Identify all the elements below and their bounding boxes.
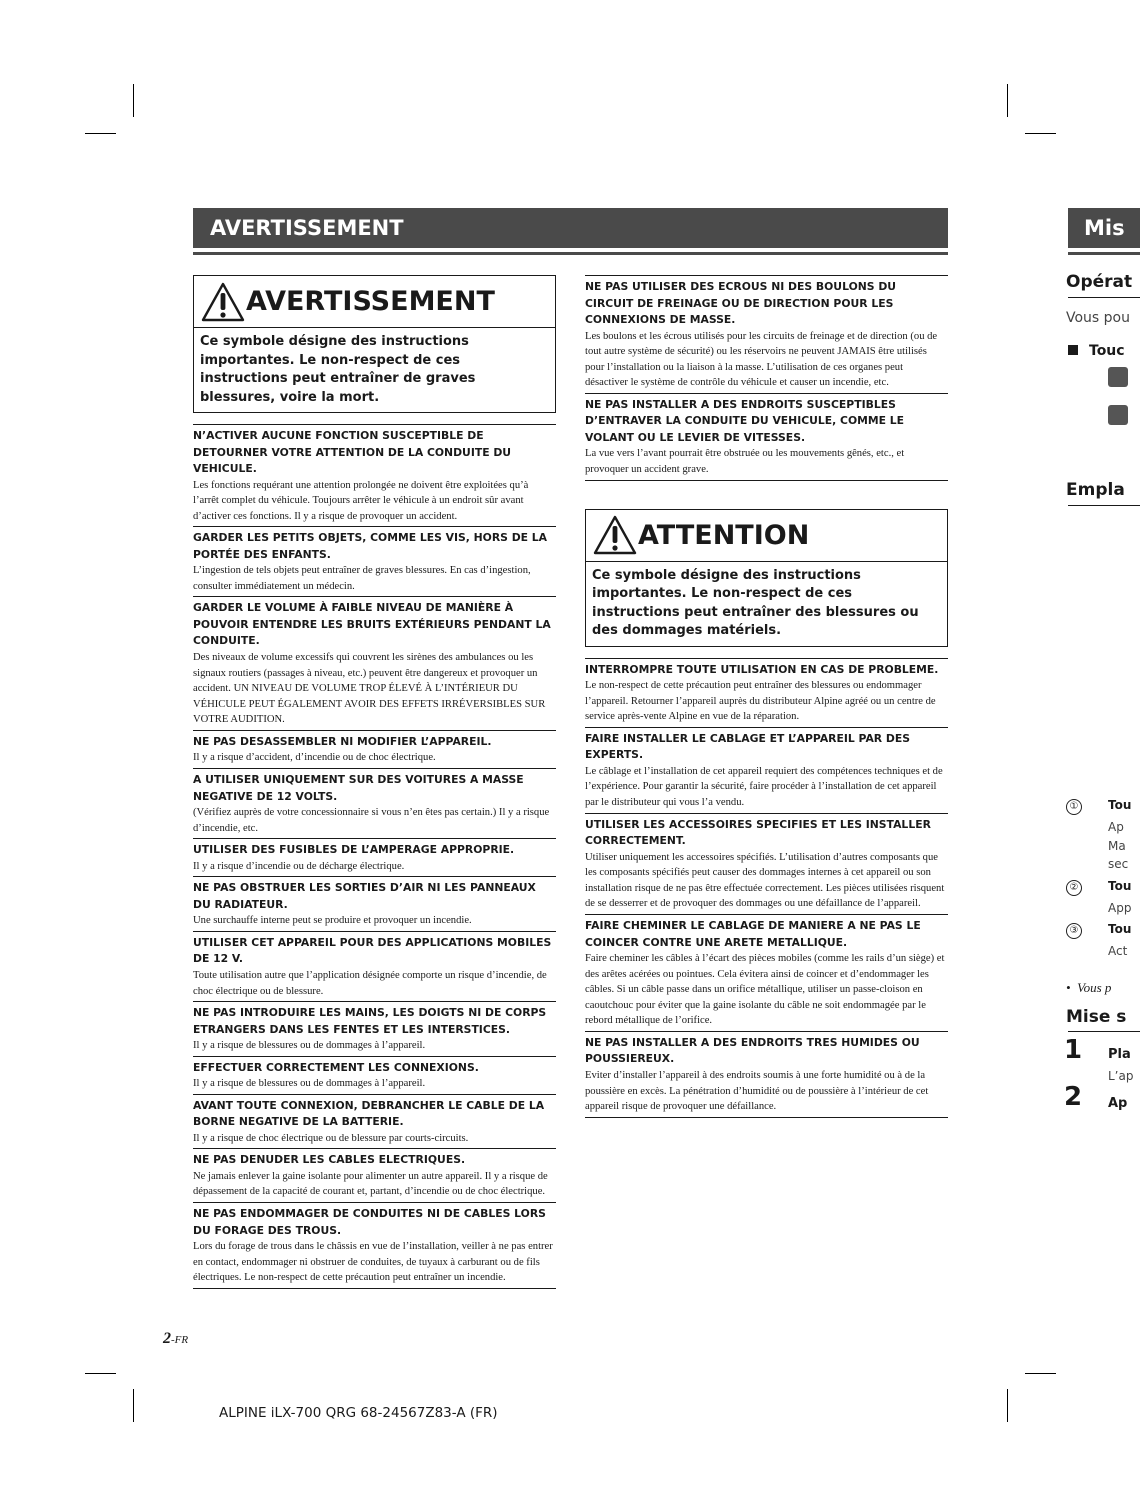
warning-item	[193, 1149, 556, 1203]
warning-item	[193, 1002, 556, 1057]
warning-item	[193, 1203, 556, 1289]
attention-item-heading: INTERROMPRE TOUTE UTILISATION EN CAS DE PROBLEME.	[585, 662, 939, 676]
attention-item	[585, 728, 948, 814]
warning-description: Ce symbole désigne des instructions importantes. Le non-respect de ces instructions peut entraîner de graves blessures, voire la mort.	[200, 334, 476, 405]
warning-item-heading: NE PAS OBSTRUER LES SORTIES D’AIR NI LES PANNEAUX DU RADIATEUR.	[193, 881, 536, 911]
warning-item-heading: NE PAS INTRODUIRE LES MAINS, LES DOIGTS NI DE CORPS ETRANGERS DANS LES FENTES ET LES INTERSTICES.	[193, 1006, 547, 1036]
warning-item-body: Il y a risque d’incendie ou de décharge électrique.	[193, 860, 405, 872]
crop-mark	[85, 133, 116, 134]
attention-item-heading: UTILISER LES ACCESSOIRES SPECIFIES ET LES INSTALLER CORRECTEMENT.	[585, 817, 931, 848]
warning-item-body: Une surchauffe interne peut se produire et provoquer un incendie.	[193, 915, 472, 927]
warning-item	[193, 769, 556, 839]
next-page-item-text: Act	[1108, 944, 1128, 958]
warning-item-heading: GARDER LE VOLUME À FAIBLE NIVEAU DE MANIÈRE À POUVOIR ENTENDRE LES BRUITS EXTÉRIEURS PENDANT LA CONDUITE.	[193, 601, 551, 648]
attention-item-body: Le non-respect de cette précaution peut entraîner des blessures ou endommager l’appareil. Retourner l’appareil auprès du distributeur Alpine agréé ou un centre de service après-vente Alpine en vue de la réparation.	[585, 680, 936, 723]
button-icon	[1108, 367, 1128, 387]
attention-box-title	[586, 510, 947, 562]
next-page-step-label: Pla	[1108, 1047, 1131, 1062]
warning-item	[585, 394, 948, 481]
warning-item-heading: UTILISER DES FUSIBLES DE L’AMPERAGE APPROPRIE.	[193, 843, 515, 857]
warning-item-body: Il y a risque de blessures ou de dommages à l’appareil.	[193, 1078, 426, 1090]
next-page-subheading: Empla	[1066, 480, 1125, 500]
warning-item-heading: AVANT TOUTE CONNEXION, DEBRANCHER LE CABLE DE LA BORNE NEGATIVE DE LA BATTERIE.	[193, 1098, 545, 1129]
warning-item	[193, 839, 556, 877]
attention-item	[585, 659, 948, 728]
next-page-item-label: Tou	[1108, 879, 1132, 893]
next-page-header: Mis	[1068, 208, 1140, 248]
warning-triangle-icon	[592, 514, 638, 556]
button-icon	[1108, 405, 1128, 425]
warning-item	[193, 1095, 556, 1150]
warning-item-heading: NE PAS ENDOMMAGER DE CONDUITES NI DE CABLES LORS DU FORAGE DES TROUS.	[193, 1207, 546, 1237]
warning-item	[193, 425, 556, 527]
warning-box-title	[194, 276, 555, 328]
next-page-subheading: Opérat	[1066, 272, 1133, 292]
warning-item-heading: GARDER LES PETITS OBJETS, COMME LES VIS, HORS DE LA PORTÉE DES ENFANTS.	[193, 531, 548, 561]
next-page-step-label: Ap	[1108, 1096, 1128, 1111]
attention-description: Ce symbole désigne des instructions importantes. Le non-respect de ces instructions peut entraîner des blessures ou des dommages matériels.	[592, 567, 919, 639]
number-3-icon: ③	[1066, 923, 1082, 939]
attention-item-heading: NE PAS INSTALLER A DES ENDROITS TRES HUMIDES OU POUSSIEREUX.	[585, 1035, 920, 1066]
right-column	[585, 275, 948, 1118]
attention-item-body: Le câblage et l’installation de cet appareil requiert des compétences techniques et de l’expérience. Pour garantir la sécurité, faire procéder à l’installation de cet appareil par le distributeur qui vous l’a vendu.	[585, 765, 943, 809]
crop-mark	[133, 84, 134, 117]
attention-item-body: Faire cheminer les câbles à l’écart des pièces mobiles (comme les rails d’un siège) et des arêtes acérées ou pointues. Cela évitera ainsi de coincer et d’endommager les câbles. Si un câble passe dans un orifice métallique, utiliser un passe-cloison en caoutchouc pour éviter que la gaine isolante du câble ne soit endommagée par le rebord métallique de l’orifice.	[585, 953, 945, 1027]
step-number: 1	[1064, 1035, 1083, 1065]
warning-item-heading: N’ACTIVER AUCUNE FONCTION SUSCEPTIBLE DE DETOURNER VOTRE ATTENTION DE LA CONDUITE DU VEHICULE.	[193, 429, 512, 475]
next-page-item-text: Ap	[1108, 820, 1124, 834]
warning-item	[193, 731, 556, 769]
crop-mark	[1007, 1389, 1008, 1422]
footer-text: ALPINE iLX-700 QRG 68-24567Z83-A (FR)	[219, 1405, 498, 1421]
page-number-value: 2	[163, 1330, 171, 1347]
page-number	[163, 1330, 188, 1348]
warning-item-body: Il y a risque d’accident, d’incendie ou de choc électrique.	[193, 752, 436, 764]
warning-box	[193, 275, 556, 413]
warning-title-text: AVERTISSEMENT	[246, 286, 495, 317]
next-page-item-label: Tou	[1108, 922, 1132, 936]
right-warning-list	[585, 275, 948, 481]
number-2-icon: ②	[1066, 880, 1082, 896]
warning-item-body: Les boulons et les écrous utilisés pour les circuits de freinage et de direction (ou de tout autre système de sécurité) ou les réservoirs ne peuvent JAMAIS être utilisés pour l’installation ou la liaison à la masse. L’utilisation de ces organes peut désactiver le système de contrôle du véhicule et causer un incendie, etc.	[585, 330, 938, 389]
warning-item-body: Les fonctions requérant une attention prolongée ne doivent être exploitées qu’à l’arrêt complet du véhicule. Toujours arrêter le véhicule à un endroit sûr avant d’activer ces fonctions. Il y a risque de provoquer un accident.	[193, 479, 529, 522]
left-warning-list	[193, 424, 556, 1289]
step-number: 2	[1064, 1082, 1083, 1112]
warning-item-body: Toute utilisation autre que l’application désignée comporte un risque d’incendie, de choc électrique ou de blessure.	[193, 969, 547, 997]
attention-box	[585, 509, 948, 647]
attention-item-body: Utiliser uniquement les accessoires spécifiés. L’utilisation d’autres composants que les composants spécifiés peut causer des dommages internes à cet appareil ou son installation risque de ne pas être effectuée correctement. Les pièces utilisées risquent de se desserrer et de provoquer des dommages ou une défaillance de l’appareil.	[585, 851, 945, 910]
crop-mark	[1025, 1373, 1056, 1374]
next-page-rule	[1068, 505, 1140, 506]
attention-item-body: Eviter d’installer l’appareil à des endroits soumis à une forte humidité ou à de la poussière en excès. La pénétration d’humidité ou de poussière à l’intérieur de cet appareil risque de provoquer une défaillance.	[585, 1069, 929, 1113]
warning-item	[193, 877, 556, 932]
attention-item-heading: FAIRE INSTALLER LE CABLAGE ET L’APPAREIL PAR DES EXPERTS.	[585, 731, 910, 762]
crop-mark	[1025, 133, 1056, 134]
warning-item-heading: A UTILISER UNIQUEMENT SUR DES VOITURES A MASSE NEGATIVE DE 12 VOLTS.	[193, 773, 524, 803]
warning-item-heading: NE PAS INSTALLER A DES ENDROITS SUSCEPTIBLES D’ENTRAVER LA CONDUITE DU VEHICULE, COMME LE VOLANT OU LE LEVIER DE VITESSES.	[585, 397, 905, 444]
crop-mark	[133, 1389, 134, 1422]
next-page-item-text: sec	[1108, 857, 1129, 871]
next-page-rule	[1068, 1031, 1140, 1032]
page-number-suffix: -FR	[171, 1334, 189, 1346]
next-page-rule	[1068, 297, 1140, 298]
crop-mark	[1007, 84, 1008, 117]
warning-triangle-icon	[200, 281, 246, 323]
next-page-item-text: Ma	[1108, 839, 1126, 853]
warning-item	[193, 597, 556, 730]
warning-item	[193, 527, 556, 597]
warning-item-body: La vue vers l’avant pourrait être obstruée ou les mouvements gênés, etc., et provoquer un accident grave.	[585, 448, 905, 475]
warning-item-heading: NE PAS DENUDER LES CABLES ELECTRIQUES.	[193, 1153, 466, 1167]
attention-list	[585, 658, 948, 1118]
next-page-note: • Vous p	[1066, 980, 1112, 995]
warning-item-body: Lors du forage de trous dans le châssis en vue de l’installation, veiller à ne pas entrer en contact, endommager ni obstruer de conduites, de tuyaux à carburant ou de fils électriques. Le non-respect de cette précaution peut entraîner un incendie.	[193, 1241, 553, 1284]
next-page-note-text: Vous p	[1077, 980, 1112, 995]
next-page-bullet: Touc	[1089, 343, 1125, 359]
square-bullet-icon	[1068, 345, 1078, 355]
warning-item-body: Il y a risque de blessures ou de dommages à l’appareil.	[193, 1040, 426, 1052]
attention-item	[585, 915, 948, 1032]
warning-item	[193, 1057, 556, 1095]
warning-item-body: (Vérifiez auprès de votre concessionnaire si vous n’en êtes pas certain.) Il y a risque d’incendie, etc.	[193, 807, 550, 834]
warning-item	[193, 932, 556, 1002]
warning-item-heading: NE PAS UTILISER DES ECROUS NI DES BOULONS DU CIRCUIT DE FREINAGE OU DE DIRECTION POUR LES CONNEXIONS DE MASSE.	[585, 280, 897, 326]
left-column	[193, 275, 556, 1289]
crop-mark	[85, 1373, 116, 1374]
attention-item	[585, 814, 948, 915]
number-1-icon: ①	[1066, 799, 1082, 815]
next-page-text: Vous pou	[1066, 310, 1130, 326]
attention-item-heading: FAIRE CHEMINER LE CABLAGE DE MANIERE A NE PAS LE COINCER CONTRE UNE ARETE METALLIQUE.	[585, 919, 921, 949]
warning-item-body: Il y a risque de choc électrique ou de blessure par courts-circuits.	[193, 1132, 469, 1144]
warning-item-heading: EFFECTUER CORRECTEMENT LES CONNEXIONS.	[193, 1060, 479, 1074]
warning-item-heading: NE PAS DESASSEMBLER NI MODIFIER L’APPAREIL.	[193, 734, 492, 748]
header-rule	[193, 252, 948, 255]
attention-title-text: ATTENTION	[638, 519, 810, 551]
warning-item	[585, 276, 948, 394]
next-page-header-rule	[1068, 252, 1140, 255]
next-page-item-text: App	[1108, 901, 1132, 915]
warning-item-body: Des niveaux de volume excessifs qui couvrent les sirènes des ambulances ou les signaux routiers (passages à niveau, etc.) peuvent être dangereux et provoquer un accident. UN NIVEAU DE VOLUME TROP ÉLEVÉ À L’INTÉRIEUR DU VÉHICULE PEUT ÉGALEMENT AVOIR DES EFFETS IRRÉVERSIBLES SUR VOTRE AUDITION.	[193, 651, 546, 726]
section-header: AVERTISSEMENT	[193, 208, 948, 248]
warning-item-body: Ne jamais enlever la gaine isolante pour alimenter un autre appareil. Il y a risque de dépassement de la capacité de courant et, partant, d’incendie ou de choc électrique.	[193, 1170, 548, 1198]
warning-item-heading: UTILISER CET APPAREIL POUR DES APPLICATIONS MOBILES DE 12 V.	[193, 935, 552, 966]
attention-item	[585, 1032, 948, 1118]
next-page-step-text: L’ap	[1108, 1069, 1134, 1083]
warning-item-body: L’ingestion de tels objets peut entraîner de graves blessures. En cas d’ingestion, consulter immédiatement un médecin.	[193, 565, 531, 592]
next-page-subheading: Mise s	[1066, 1007, 1127, 1027]
next-page-item-label: Tou	[1108, 798, 1132, 812]
